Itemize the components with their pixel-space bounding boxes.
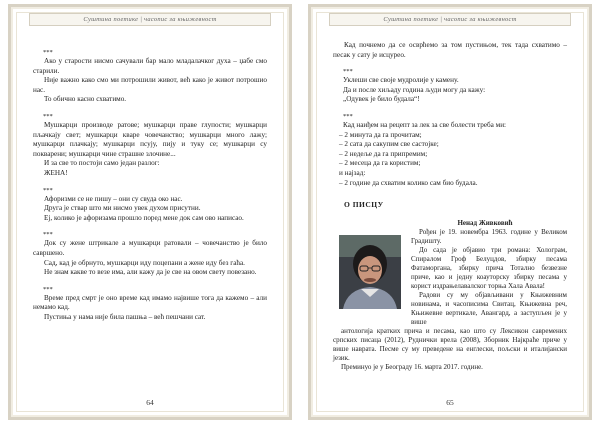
- running-header: Суштина поетике | часопис за књижевност: [29, 13, 271, 26]
- author-bio: [333, 219, 567, 379]
- paragraph: Пустиња у нама није била пашња – већ пешчани сат.: [44, 312, 206, 321]
- paragraph: Није важно како смо ми потрошили живот, већ како је живот потрошио нас.: [33, 76, 267, 94]
- section-separator: ***: [43, 186, 53, 194]
- paragraph: Сад, кад је обрнуто, мушкарци иду поцепани а жене иду без гаћа.: [44, 258, 245, 267]
- bio-text: [333, 219, 567, 372]
- paragraph: „Одувек је било будала“!: [343, 95, 420, 104]
- paragraph: Еј, колико је афоризама прошло поред мене док сам ово написао.: [44, 213, 244, 222]
- paragraph: Кад почнемо да се осврћемо за том пустињом, тек тада схватимо – песак у сату је исцурео.: [333, 41, 567, 59]
- paragraph: То обично касно схватимо.: [44, 95, 127, 104]
- paragraph: Ако у старости нисмо сачували бар мало младалачког духа – џабе смо старили.: [33, 57, 267, 75]
- paragraph: Мушкарци производе ратове; мушкарци праве глупости; мушкарци пљачкају свет; мушкарци кваре човечанство; мушкарци много лажу; мушкарци плачкају; мушкарци псују, пију и туку се; мушкарци су покварени; мушкарци чине страшне злочине...: [33, 120, 267, 158]
- right-page-text: [333, 41, 567, 379]
- paragraph: Кад наиђем на рецепт за лек за све болести треба ми:: [343, 120, 507, 129]
- left-page-text: [33, 41, 267, 322]
- bio-paragraph: Рођен је 19. новембра 1963. године у Великом Градишту.: [411, 227, 567, 245]
- bio-wrapped-paragraphs: [333, 228, 567, 327]
- paragraph: – 2 месеца да га користим;: [339, 159, 421, 168]
- left-page: [8, 4, 292, 420]
- paragraph: ЖЕНА!: [44, 168, 68, 177]
- paragraph: Док су жене штрикале а мушкарци ратовали – човечанство је било савршено.: [33, 239, 267, 257]
- running-header: Суштина поетике | часопис за књижевност: [329, 13, 571, 26]
- page-number: 65: [446, 398, 454, 407]
- bio-paragraph: Преминуо је у Београду 16. марта 2017. године.: [341, 362, 483, 371]
- paragraph: Да и после хиљаду година људи могу да кажу:: [343, 85, 486, 94]
- paragraph: Афоризми се не пишу – они су свуда око нас.: [44, 194, 183, 203]
- section-title: О ПИСЦУ: [344, 200, 384, 210]
- paragraph: Уклеши све своје мудролије у камену.: [343, 76, 459, 85]
- paragraph: – 2 године да схватим колико сам био будала.: [339, 178, 478, 187]
- paragraph: Време пред смрт је оно време кад имамо највише тога да кажемо – али немамо кад.: [33, 293, 267, 312]
- paragraph: и најзад:: [339, 168, 366, 177]
- bio-paragraph: Радови су му објављивани у Књижевним новинама, и часописима Свитац, Књижевна реч, Књижевне вертикале, Авангард, а заступљен је у више: [411, 290, 567, 326]
- section-separator: ***: [43, 112, 53, 120]
- bio-paragraph: антологија кратких прича и песама, као што су Лексикон савремених српских писаца (2012), Руднички врела (2008), Зборник Најкраће приче у више наврата. Песме су му преведене на енглески, пољски и италијански језик.: [333, 326, 567, 362]
- section-separator: ***: [343, 68, 353, 76]
- author-name: Ненад Живковић: [457, 218, 513, 227]
- section-separator: ***: [43, 49, 53, 56]
- right-page-paragraphs: [333, 41, 567, 188]
- paragraph: И за све то постоји само један разлог:: [44, 159, 160, 168]
- paragraph: Друга је ствар што ми нисмо увек духом присутни.: [44, 204, 201, 213]
- section-separator: ***: [43, 285, 53, 293]
- paragraph: – 2 недеље да га припремим;: [339, 149, 428, 158]
- paragraph: – 2 сата да сакупим све састојке;: [339, 140, 439, 149]
- right-page: [308, 4, 592, 420]
- bio-paragraph: До сада је објавио три романа: Хологрaм, Спиралом Гроф Белуцдов, збирку песама Фатаморгана, збирку прича Тотално безвезне приче, као и једну коауторску збирку песама у корист издрањелавалског торња Хала Авала!: [411, 245, 567, 290]
- paragraph: – 2 минута да га прочитам;: [339, 130, 422, 139]
- page-number: 64: [146, 398, 154, 407]
- paragraph: Не знам какве то везе има, али кажу да је све на овом свету повезано.: [44, 268, 257, 277]
- section-separator: ***: [343, 112, 353, 120]
- bio-full-paragraphs: [333, 327, 567, 372]
- section-separator: ***: [43, 231, 53, 239]
